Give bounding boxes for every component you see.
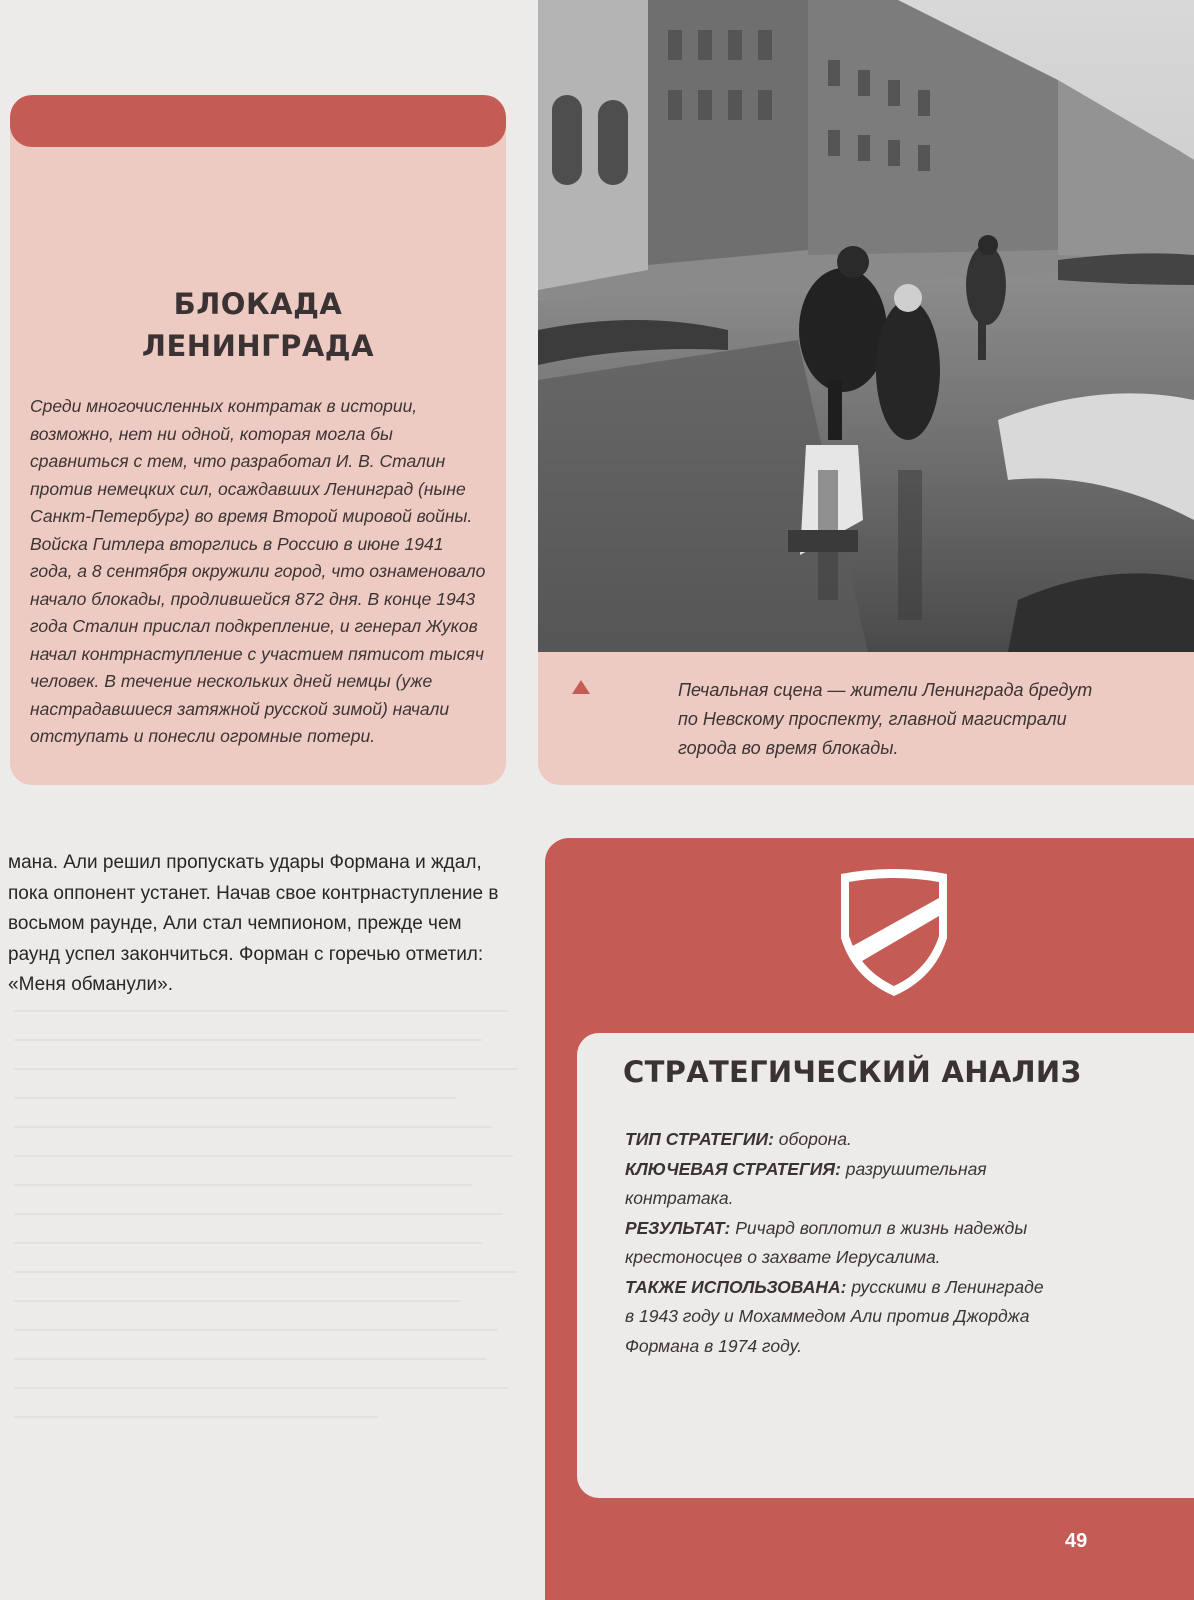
photo-caption: Печальная сцена — жители Ленинграда бредут по Невскому проспекту, главной магистрали города во время блокады. <box>678 680 1093 758</box>
shield-icon <box>835 868 953 1000</box>
analysis-item-strategy-type <box>625 1125 1045 1155</box>
photo-card <box>538 0 1194 785</box>
analysis-item-label: КЛЮЧЕВАЯ СТРАТЕГИЯ: <box>625 1158 841 1179</box>
bleed-through-lines <box>14 1010 534 1510</box>
analysis-item-value: Ричард воплотил в жизнь надежды крестоносцев о захвате Иерусалима. <box>625 1217 1028 1267</box>
sidebar-title-line2: ЛЕНИНГРАДА <box>141 329 375 363</box>
analysis-item-value: оборона. <box>773 1129 852 1149</box>
triangle-up-icon <box>572 680 590 694</box>
page-number: 49 <box>1065 1530 1088 1552</box>
sidebar-title-line1: БЛОКАДА <box>173 287 343 321</box>
analysis-item-also-used <box>625 1273 1045 1362</box>
analysis-title: СТРАТЕГИЧЕСКИЙ АНАЛИЗ <box>623 1055 1082 1089</box>
main-column-text: мана. Али решил пропускать удары Формана и ждал, пока оппонент устанет. Начав свое контрнаступление в восьмом раунде, Али стал чемпионом, прежде чем раунд успел закончиться. Форман с горечью отметил: «Меня обманули». <box>8 852 499 995</box>
blockade-sidebar <box>10 95 506 785</box>
strategic-analysis-panel <box>545 838 1194 1600</box>
analysis-list <box>625 1125 1045 1361</box>
sidebar-header-band <box>10 95 506 147</box>
analysis-card <box>577 1033 1194 1498</box>
analysis-item-label: ТИП СТРАТЕГИИ: <box>625 1129 774 1149</box>
sidebar-body: Среди многочисленных контратак в истории, возможно, нет ни одной, которая могла бы сравниться с тем, что разработал И. В. Сталин против немецких сил, осаждавших Ленинград (ныне Санкт-Петербург) во время Второй мировой войны. Войска Гитлера вторглись в Россию в июне 1941 года, а 8 сентября окружили город, что ознаменовало начало блокады, продлившейся 872 дня. В конце 1943 года Сталин прислал подкрепление, и генерал Жуков начал контрнаступление с участием пятисот тысяч человек. В течение нескольких дней немцы (уже настрадавшиеся затяжной русской зимой) начали отступать и понесли огромные потери. <box>30 396 486 746</box>
sidebar-title <box>10 283 506 367</box>
analysis-item-result <box>625 1214 1045 1273</box>
analysis-item-label: РЕЗУЛЬТАТ: <box>625 1217 731 1238</box>
analysis-item-value: разрушительная контратака. <box>625 1158 987 1208</box>
analysis-item-value: русскими в Ленинграде в 1943 году и Мохаммедом Али против Джорджа Формана в 1974 году. <box>625 1276 1044 1356</box>
analysis-item-key-strategy <box>625 1155 1045 1214</box>
analysis-item-label: ТАКЖЕ ИСПОЛЬЗОВАНА: <box>625 1276 847 1297</box>
leningrad-street-photo <box>538 0 1194 652</box>
